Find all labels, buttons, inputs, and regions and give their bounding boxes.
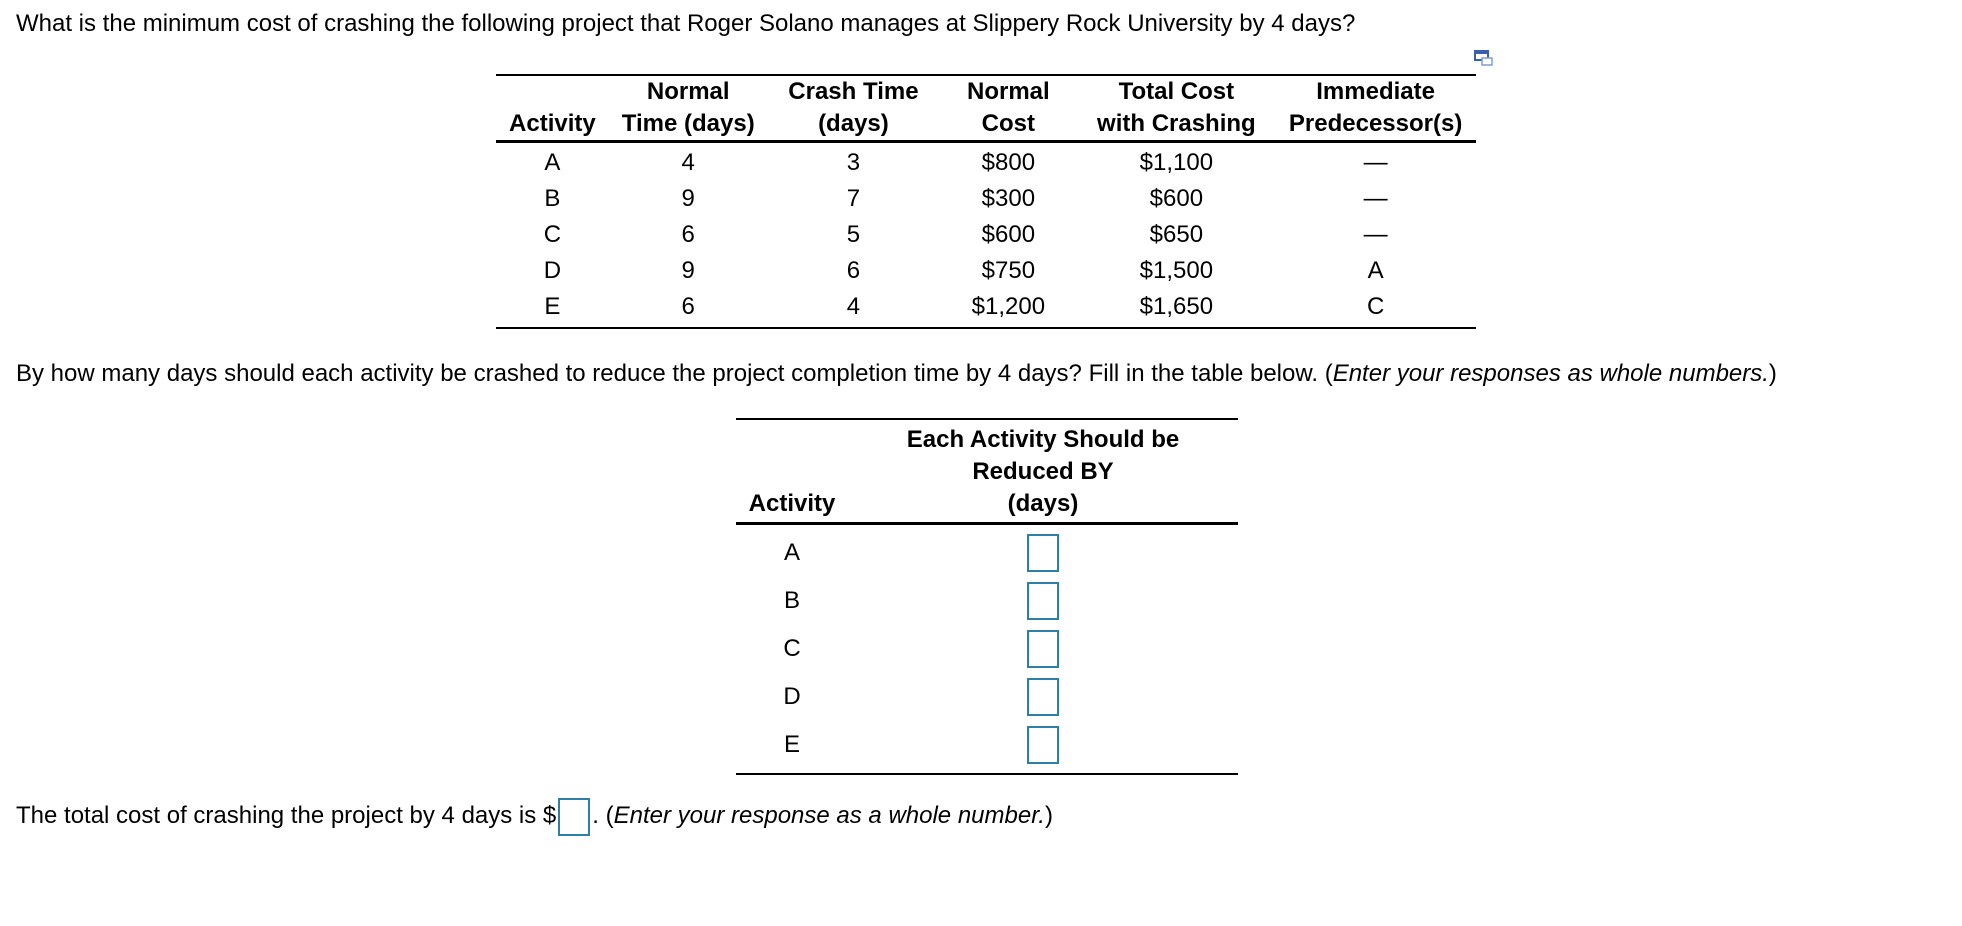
question-text: What is the minimum cost of crashing the following project that Roger Solano manages at Slippery Rock University by 4 days?	[16, 10, 1356, 37]
total-cost-hint: Enter your response as a whole number.	[613, 802, 1045, 829]
cell-activity: C	[543, 221, 562, 248]
cell-normal-cost: $600	[981, 221, 1036, 248]
answer-row	[736, 577, 1238, 625]
instruction-close: )	[1768, 360, 1777, 387]
reduce-days-input-c[interactable]	[1027, 630, 1059, 668]
total-cost-period: .	[592, 802, 599, 829]
table-row	[496, 217, 1476, 253]
header-top-normal-time: Normal	[609, 75, 768, 108]
table-row	[496, 142, 1476, 182]
project-data-table	[496, 74, 1476, 329]
answer-row	[736, 673, 1238, 721]
answer-row	[736, 524, 1238, 578]
cell-crash-time: 3	[846, 149, 861, 176]
header-row-bottom	[496, 108, 1476, 142]
header-top-predecessor: Immediate	[1275, 75, 1476, 108]
header-activity: Activity	[496, 108, 609, 142]
answer-row	[736, 625, 1238, 673]
cell-normal-time: 4	[681, 149, 695, 176]
cell-normal-cost: $750	[981, 257, 1036, 284]
answer-table	[736, 418, 1238, 775]
table-row	[496, 289, 1476, 328]
header-top-normal-cost: Normal	[939, 75, 1077, 108]
cell-normal-cost: $300	[981, 185, 1036, 212]
instruction-hint: Enter your responses as whole numbers.	[1332, 360, 1769, 387]
instruction-main: By how many days should each activity be crashed to reduce the project completion time by 4 days? Fill in the table below. (	[16, 360, 1333, 387]
header-row-top	[496, 75, 1476, 108]
cell-predecessor: —	[1363, 221, 1388, 248]
cell-activity: D	[543, 257, 562, 284]
cell-total-cost: $600	[1149, 185, 1204, 212]
cell-normal-time: 9	[681, 185, 695, 212]
cell-activity: E	[496, 289, 609, 328]
total-cost-line	[16, 796, 1053, 836]
total-cost-close: )	[1044, 802, 1053, 829]
cell-total-cost: $1,500	[1139, 257, 1214, 284]
cell-normal-time: 6	[681, 221, 695, 248]
cell-total-cost: $1,100	[1139, 149, 1214, 176]
cell-predecessor: —	[1363, 185, 1388, 212]
header-top-total-cost: Total Cost	[1078, 75, 1276, 108]
cell-normal-cost: $1,200	[939, 289, 1077, 328]
table-row	[496, 253, 1476, 289]
header-predecessor: Predecessor(s)	[1275, 108, 1476, 142]
cell-crash-time: 6	[846, 257, 861, 284]
cell-normal-cost: $800	[981, 149, 1036, 176]
answer-activity: D	[783, 683, 801, 710]
table-row	[496, 181, 1476, 217]
header-top-activity	[496, 75, 609, 108]
answer-header-line3: (days)	[848, 488, 1238, 524]
copy-table-icon[interactable]	[1474, 50, 1494, 66]
answer-header-row	[736, 488, 1238, 524]
cell-total-cost: $650	[1149, 221, 1204, 248]
answer-row	[736, 721, 1238, 774]
cell-crash-time: 4	[768, 289, 940, 328]
reduce-days-input-e[interactable]	[1027, 726, 1059, 764]
header-normal-cost: Cost	[939, 108, 1077, 142]
answer-activity: E	[736, 721, 848, 774]
header-total-cost: with Crashing	[1078, 108, 1276, 142]
cell-normal-time: 9	[681, 257, 695, 284]
cell-activity: A	[544, 149, 561, 176]
answer-activity: A	[783, 539, 800, 566]
answer-header-row	[736, 419, 1238, 456]
cell-crash-time: 7	[846, 185, 861, 212]
answer-header-line2: Reduced BY	[972, 458, 1114, 485]
reduce-days-input-b[interactable]	[1027, 582, 1059, 620]
cell-predecessor: C	[1275, 289, 1476, 328]
answer-activity: B	[783, 587, 800, 614]
cell-total-cost: $1,650	[1078, 289, 1276, 328]
total-cost-open: (	[598, 802, 614, 829]
answer-header-activity: Activity	[736, 488, 848, 524]
header-normal-time: Time (days)	[609, 108, 768, 142]
total-cost-input[interactable]	[558, 798, 590, 836]
reduce-days-input-a[interactable]	[1027, 534, 1059, 572]
header-crash-time: (days)	[768, 108, 940, 142]
answer-header-row	[736, 456, 1238, 488]
cell-predecessor: A	[1367, 257, 1384, 284]
cell-activity: B	[544, 185, 561, 212]
cell-normal-time: 6	[609, 289, 768, 328]
answer-header-line1: Each Activity Should be	[848, 419, 1238, 456]
cell-crash-time: 5	[846, 221, 861, 248]
instruction-text	[16, 360, 1777, 388]
answer-activity: C	[783, 635, 801, 662]
total-cost-prefix: The total cost of crashing the project by 4 days is $	[16, 802, 557, 829]
header-top-crash-time: Crash Time	[768, 75, 940, 108]
cell-predecessor: —	[1363, 149, 1388, 176]
reduce-days-input-d[interactable]	[1027, 678, 1059, 716]
